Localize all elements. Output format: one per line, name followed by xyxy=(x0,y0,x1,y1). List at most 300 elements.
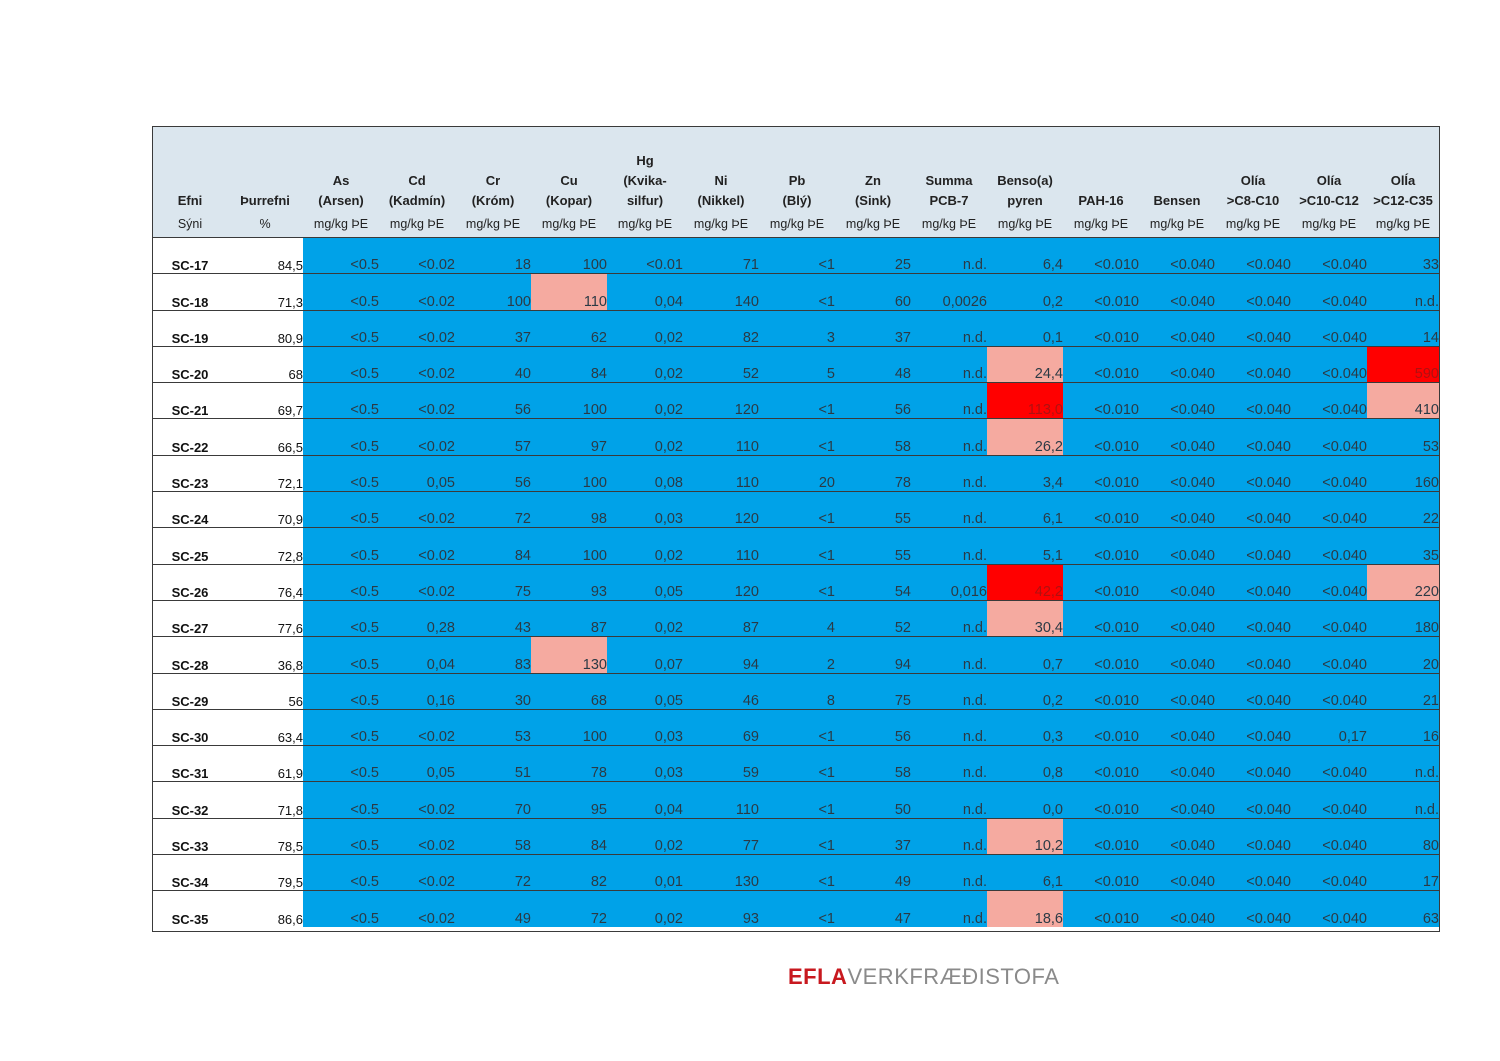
value-cell: 0,3 xyxy=(987,709,1063,745)
column-header: Hg (Kvika- silfur) xyxy=(607,127,683,211)
value-cell: <0.040 xyxy=(1139,274,1215,310)
unit-row xyxy=(153,211,1439,238)
value-cell: <0.040 xyxy=(1291,455,1367,491)
value-cell: 100 xyxy=(531,383,607,419)
dry-matter-cell: 56 xyxy=(227,673,303,709)
column-header: Ni (Nikkel) xyxy=(683,127,759,211)
sample-id: SC-35 xyxy=(171,912,209,928)
value-cell: <1 xyxy=(759,492,835,528)
value-cell: 0,016 xyxy=(911,564,987,600)
dry-matter-cell: 79,5 xyxy=(227,855,303,891)
value-cell: <0.040 xyxy=(1139,492,1215,528)
value-cell: n.d. xyxy=(1367,274,1439,310)
column-header: Cd (Kadmín) xyxy=(379,127,455,211)
value-cell: 130 xyxy=(683,855,759,891)
value-cell: n.d. xyxy=(911,419,987,455)
value-cell: <0.02 xyxy=(379,891,455,927)
value-cell: <0.010 xyxy=(1063,346,1139,382)
value-cell: 100 xyxy=(531,238,607,274)
sample-id: SC-34 xyxy=(153,855,227,891)
value-cell: 0,2 xyxy=(987,673,1063,709)
column-header: OlÍa >C12-C35 xyxy=(1367,127,1439,211)
value-cell: <0.040 xyxy=(1291,528,1367,564)
value-cell: n.d. xyxy=(911,746,987,782)
value-cell: 37 xyxy=(455,310,531,346)
value-cell: 70 xyxy=(455,782,531,818)
value-cell: <0.040 xyxy=(1291,274,1367,310)
value-cell: <0.040 xyxy=(1215,528,1291,564)
value-cell: n.d. xyxy=(911,637,987,673)
value-cell: <0.5 xyxy=(303,600,379,636)
column-header: Cu (Kopar) xyxy=(531,127,607,211)
value-cell: <0.5 xyxy=(303,310,379,346)
value-cell: <0.040 xyxy=(1215,419,1291,455)
value-cell: 82 xyxy=(531,855,607,891)
column-header: Þurrefni xyxy=(227,127,303,211)
value-cell: n.d. xyxy=(911,709,987,745)
value-cell: 51 xyxy=(455,746,531,782)
value-cell: 56 xyxy=(835,383,911,419)
value-cell: 57 xyxy=(455,419,531,455)
table-row xyxy=(153,855,1439,891)
value-cell: 0,05 xyxy=(607,564,683,600)
value-cell: <0.040 xyxy=(1139,419,1215,455)
value-cell: <1 xyxy=(759,891,835,927)
value-cell: 120 xyxy=(683,383,759,419)
value-cell: <0.5 xyxy=(303,891,379,927)
dry-matter-cell: 86,6 xyxy=(277,912,303,928)
value-cell: n.d. xyxy=(911,782,987,818)
sample-id: SC-24 xyxy=(153,492,227,528)
value-cell: 84 xyxy=(455,528,531,564)
value-cell: 55 xyxy=(835,528,911,564)
dry-matter-cell: 61,9 xyxy=(227,746,303,782)
value-cell: 120 xyxy=(683,492,759,528)
value-cell: 20 xyxy=(759,455,835,491)
value-cell: <0.5 xyxy=(303,528,379,564)
value-cell: 53 xyxy=(1367,419,1439,455)
value-cell: 410 xyxy=(1367,383,1439,419)
value-cell: <0.040 xyxy=(1139,383,1215,419)
value-cell: <0.040 xyxy=(1215,782,1291,818)
value-cell: 56 xyxy=(455,455,531,491)
value-cell: <0.010 xyxy=(1063,564,1139,600)
logo-brand: EFLA xyxy=(788,964,848,989)
value-cell: <0.02 xyxy=(379,818,455,854)
value-cell: 140 xyxy=(683,274,759,310)
value-cell: <0.040 xyxy=(1139,238,1215,274)
value-cell: <0.040 xyxy=(1215,746,1291,782)
column-unit: mg/kg ÞE xyxy=(911,211,987,238)
value-cell: 0,05 xyxy=(379,455,455,491)
table-row xyxy=(153,238,1439,274)
value-cell: 59 xyxy=(683,746,759,782)
value-cell: <0.040 xyxy=(1215,274,1291,310)
value-cell: 4 xyxy=(759,600,835,636)
value-cell: <0.040 xyxy=(1215,637,1291,673)
value-cell: <0.5 xyxy=(303,455,379,491)
column-unit: mg/kg ÞE xyxy=(835,211,911,238)
value-cell: <0.02 xyxy=(379,274,455,310)
value-cell: 30 xyxy=(455,673,531,709)
column-unit: mg/kg ÞE xyxy=(759,211,835,238)
value-cell: 95 xyxy=(531,782,607,818)
value-cell: <0.010 xyxy=(1063,383,1139,419)
header-row xyxy=(153,127,1439,211)
value-cell: 94 xyxy=(835,637,911,673)
value-cell: 100 xyxy=(531,455,607,491)
column-header: As (Arsen) xyxy=(303,127,379,211)
value-cell: 16 xyxy=(1367,709,1439,745)
value-cell: <0.010 xyxy=(1063,855,1139,891)
value-cell: 0,02 xyxy=(607,528,683,564)
value-cell: <0.040 xyxy=(1215,564,1291,600)
value-cell: 72 xyxy=(531,891,607,927)
table-row xyxy=(153,528,1439,564)
value-cell: <0.040 xyxy=(1139,746,1215,782)
column-header: Efni xyxy=(153,127,227,211)
value-cell: 110 xyxy=(683,528,759,564)
value-cell: 47 xyxy=(835,891,911,927)
value-cell: 68 xyxy=(531,673,607,709)
table-row xyxy=(153,383,1439,419)
value-cell: 0,1 xyxy=(987,310,1063,346)
table-row xyxy=(153,492,1439,528)
table-row xyxy=(153,310,1439,346)
value-cell: 33 xyxy=(1367,238,1439,274)
column-unit: mg/kg ÞE xyxy=(455,211,531,238)
value-cell: n.d. xyxy=(911,492,987,528)
column-header: Pb (Blý) xyxy=(759,127,835,211)
sample-id: SC-22 xyxy=(153,419,227,455)
column-unit: mg/kg ÞE xyxy=(683,211,759,238)
value-cell: 10,2 xyxy=(987,818,1063,854)
value-cell: 82 xyxy=(683,310,759,346)
value-cell: <0.5 xyxy=(303,673,379,709)
value-cell: 6,1 xyxy=(987,855,1063,891)
value-cell: 72 xyxy=(455,492,531,528)
value-cell: <0.040 xyxy=(1291,419,1367,455)
value-cell: 18,6 xyxy=(987,891,1063,927)
value-cell: <0.040 xyxy=(1291,310,1367,346)
value-cell: 58 xyxy=(835,419,911,455)
column-unit: mg/kg ÞE xyxy=(1291,211,1367,238)
value-cell: n.d. xyxy=(1367,782,1439,818)
value-cell: <0.010 xyxy=(1063,637,1139,673)
value-cell: 40 xyxy=(455,346,531,382)
value-cell: <1 xyxy=(759,818,835,854)
value-cell: 113,0 xyxy=(987,383,1063,419)
value-cell: 0,01 xyxy=(607,855,683,891)
value-cell: <0.010 xyxy=(1063,274,1139,310)
value-cell: <0.02 xyxy=(379,238,455,274)
value-cell: <0.02 xyxy=(379,310,455,346)
value-cell: 0,03 xyxy=(607,746,683,782)
sample-id: SC-19 xyxy=(153,310,227,346)
value-cell: <0.040 xyxy=(1139,891,1215,927)
value-cell: 80 xyxy=(1367,818,1439,854)
column-unit: mg/kg ÞE xyxy=(1215,211,1291,238)
table-row xyxy=(153,564,1439,600)
value-cell: 87 xyxy=(531,600,607,636)
value-cell: 84 xyxy=(531,346,607,382)
value-cell: 0,02 xyxy=(607,419,683,455)
value-cell: 2 xyxy=(759,637,835,673)
value-cell: <0.5 xyxy=(303,782,379,818)
value-cell: 220 xyxy=(1367,564,1439,600)
value-cell: 84 xyxy=(531,818,607,854)
value-cell: 49 xyxy=(455,891,531,927)
value-cell: <0.040 xyxy=(1291,818,1367,854)
value-cell: <0.010 xyxy=(1063,673,1139,709)
value-cell: <0.010 xyxy=(1063,492,1139,528)
sample-id: SC-32 xyxy=(153,782,227,818)
column-unit: mg/kg ÞE xyxy=(379,211,455,238)
value-cell: <0.010 xyxy=(1063,528,1139,564)
value-cell: <0.040 xyxy=(1139,637,1215,673)
value-cell: 98 xyxy=(531,492,607,528)
table-row xyxy=(153,673,1439,709)
value-cell: <0.02 xyxy=(379,782,455,818)
value-cell: <0.040 xyxy=(1215,709,1291,745)
value-cell: 3 xyxy=(759,310,835,346)
value-cell: 5,1 xyxy=(987,528,1063,564)
value-cell: <1 xyxy=(759,419,835,455)
value-cell: 46 xyxy=(683,673,759,709)
value-cell: 35 xyxy=(1367,528,1439,564)
value-cell: 0,17 xyxy=(1291,709,1367,745)
value-cell: <0.040 xyxy=(1215,855,1291,891)
dry-matter-cell: 84,5 xyxy=(227,238,303,274)
value-cell: 130 xyxy=(531,637,607,673)
value-cell: <0.040 xyxy=(1291,673,1367,709)
value-cell: 0,02 xyxy=(607,818,683,854)
value-cell: 100 xyxy=(455,274,531,310)
column-unit: mg/kg ÞE xyxy=(1063,211,1139,238)
value-cell: n.d. xyxy=(911,855,987,891)
column-unit: mg/kg ÞE xyxy=(531,211,607,238)
value-cell: 0,16 xyxy=(379,673,455,709)
value-cell: n.d. xyxy=(911,528,987,564)
value-cell: 72 xyxy=(455,855,531,891)
sample-id: SC-25 xyxy=(153,528,227,564)
table-row xyxy=(153,637,1439,673)
value-cell: <1 xyxy=(759,564,835,600)
column-header: PAH-16 xyxy=(1063,127,1139,211)
column-unit: % xyxy=(227,211,303,238)
value-cell: <0.010 xyxy=(1063,600,1139,636)
value-cell: 97 xyxy=(531,419,607,455)
value-cell: 0,02 xyxy=(607,346,683,382)
table-row xyxy=(153,419,1439,455)
value-cell: 6,1 xyxy=(987,492,1063,528)
table-row xyxy=(153,818,1439,854)
value-cell: <0.5 xyxy=(303,238,379,274)
value-cell: <0.010 xyxy=(1063,746,1139,782)
logo-subtitle: VERKFRÆÐISTOFA xyxy=(847,964,1060,989)
value-cell: 58 xyxy=(455,818,531,854)
value-cell: <0.5 xyxy=(303,637,379,673)
value-cell: <0.040 xyxy=(1139,528,1215,564)
value-cell: <0.040 xyxy=(1139,455,1215,491)
value-cell: 0,05 xyxy=(607,673,683,709)
value-cell: 87 xyxy=(683,600,759,636)
value-cell: 0,04 xyxy=(607,274,683,310)
dry-matter-cell: 66,5 xyxy=(227,419,303,455)
value-cell: <0.040 xyxy=(1291,383,1367,419)
value-cell: 78 xyxy=(835,455,911,491)
table-row xyxy=(153,455,1439,491)
value-cell: <0.02 xyxy=(379,492,455,528)
value-cell: <0.040 xyxy=(1291,855,1367,891)
dry-matter-cell: 72,1 xyxy=(227,455,303,491)
value-cell: <0.5 xyxy=(303,383,379,419)
value-cell: <1 xyxy=(759,383,835,419)
value-cell: 58 xyxy=(835,746,911,782)
dry-matter-cell: 76,4 xyxy=(227,564,303,600)
column-unit: mg/kg ÞE xyxy=(1139,211,1215,238)
table-row xyxy=(153,709,1439,745)
value-cell: n.d. xyxy=(911,600,987,636)
value-cell: 52 xyxy=(835,600,911,636)
dry-matter-cell: 68 xyxy=(227,346,303,382)
sample-id: SC-29 xyxy=(153,673,227,709)
value-cell: 75 xyxy=(455,564,531,600)
value-cell: 0,07 xyxy=(607,637,683,673)
dry-matter-cell: 69,7 xyxy=(227,383,303,419)
value-cell: 110 xyxy=(683,455,759,491)
value-cell: <0.040 xyxy=(1139,673,1215,709)
value-cell: 24,4 xyxy=(987,346,1063,382)
dry-matter-cell: 78,5 xyxy=(227,818,303,854)
column-header: Olía >C8-C10 xyxy=(1215,127,1291,211)
value-cell: <0.040 xyxy=(1139,346,1215,382)
value-cell: <0.02 xyxy=(379,855,455,891)
value-cell: <0.02 xyxy=(379,383,455,419)
value-cell: n.d. xyxy=(911,891,987,927)
value-cell: 71 xyxy=(683,238,759,274)
column-header: Bensen xyxy=(1139,127,1215,211)
value-cell: 0,04 xyxy=(607,782,683,818)
value-cell: <0.040 xyxy=(1291,782,1367,818)
value-cell: <0.5 xyxy=(303,709,379,745)
column-header: Zn (Sink) xyxy=(835,127,911,211)
value-cell: <0.02 xyxy=(379,709,455,745)
value-cell: 93 xyxy=(531,564,607,600)
table-body xyxy=(153,238,1439,928)
value-cell: 60 xyxy=(835,274,911,310)
table-row xyxy=(153,600,1439,636)
company-logo xyxy=(788,964,1059,990)
sample-id: SC-31 xyxy=(153,746,227,782)
value-cell: <0.5 xyxy=(303,818,379,854)
value-cell: 0,0026 xyxy=(911,274,987,310)
results-table xyxy=(153,127,1439,927)
value-cell: 0,02 xyxy=(607,600,683,636)
table-row xyxy=(153,346,1439,382)
value-cell: 3,4 xyxy=(987,455,1063,491)
value-cell: 0,05 xyxy=(379,746,455,782)
value-cell: 53 xyxy=(455,709,531,745)
value-cell: 30,4 xyxy=(987,600,1063,636)
value-cell: 25 xyxy=(835,238,911,274)
table-row xyxy=(153,782,1439,818)
value-cell: 43 xyxy=(455,600,531,636)
value-cell: 55 xyxy=(835,492,911,528)
value-cell: 14 xyxy=(1367,310,1439,346)
value-cell: 17 xyxy=(1367,855,1439,891)
sample-id: SC-30 xyxy=(153,709,227,745)
value-cell: <0.040 xyxy=(1215,455,1291,491)
sample-id: SC-21 xyxy=(153,383,227,419)
value-cell: 37 xyxy=(835,818,911,854)
value-cell: 110 xyxy=(531,274,607,310)
value-cell: <0.040 xyxy=(1291,492,1367,528)
sample-id: SC-18 xyxy=(153,274,227,310)
value-cell: 94 xyxy=(683,637,759,673)
value-cell: <0.010 xyxy=(1063,782,1139,818)
value-cell: 0,02 xyxy=(607,310,683,346)
value-cell: <0.040 xyxy=(1215,346,1291,382)
value-cell: 100 xyxy=(531,709,607,745)
value-cell: <0.040 xyxy=(1291,746,1367,782)
value-cell: 26,2 xyxy=(987,419,1063,455)
value-cell: <0.010 xyxy=(1063,891,1139,927)
value-cell: <0.5 xyxy=(303,492,379,528)
value-cell: 83 xyxy=(455,637,531,673)
value-cell: 0,2 xyxy=(987,274,1063,310)
value-cell: n.d. xyxy=(1367,746,1439,782)
dry-matter-cell: 36,8 xyxy=(227,637,303,673)
value-cell: 48 xyxy=(835,346,911,382)
value-cell: 0,02 xyxy=(607,383,683,419)
value-cell: 110 xyxy=(683,419,759,455)
value-cell: n.d. xyxy=(911,310,987,346)
value-cell: <0.040 xyxy=(1139,600,1215,636)
value-cell: <0.010 xyxy=(1063,238,1139,274)
value-cell: <1 xyxy=(759,746,835,782)
value-cell: 56 xyxy=(835,709,911,745)
value-cell: 590 xyxy=(1367,346,1439,382)
dry-matter-cell: 71,8 xyxy=(227,782,303,818)
column-unit: mg/kg ÞE xyxy=(303,211,379,238)
value-cell: <0.040 xyxy=(1139,564,1215,600)
value-cell: <0.040 xyxy=(1291,891,1367,927)
value-cell: <0.5 xyxy=(303,419,379,455)
dry-matter-cell: 77,6 xyxy=(227,600,303,636)
value-cell: <0.040 xyxy=(1139,818,1215,854)
value-cell: 62 xyxy=(531,310,607,346)
value-cell: <0.040 xyxy=(1291,346,1367,382)
value-cell: <1 xyxy=(759,238,835,274)
value-cell: 20 xyxy=(1367,637,1439,673)
column-unit: mg/kg ÞE xyxy=(607,211,683,238)
column-header: Summa PCB-7 xyxy=(911,127,987,211)
value-cell: 21 xyxy=(1367,673,1439,709)
value-cell: <0.040 xyxy=(1291,564,1367,600)
value-cell: 0,8 xyxy=(987,746,1063,782)
value-cell: 6,4 xyxy=(987,238,1063,274)
value-cell: 8 xyxy=(759,673,835,709)
value-cell: <0.040 xyxy=(1139,855,1215,891)
value-cell: 69 xyxy=(683,709,759,745)
value-cell: 22 xyxy=(1367,492,1439,528)
value-cell: 54 xyxy=(835,564,911,600)
column-unit: mg/kg ÞE xyxy=(987,211,1063,238)
value-cell: n.d. xyxy=(911,673,987,709)
column-unit: Sýni xyxy=(153,211,227,238)
table-row xyxy=(153,746,1439,782)
